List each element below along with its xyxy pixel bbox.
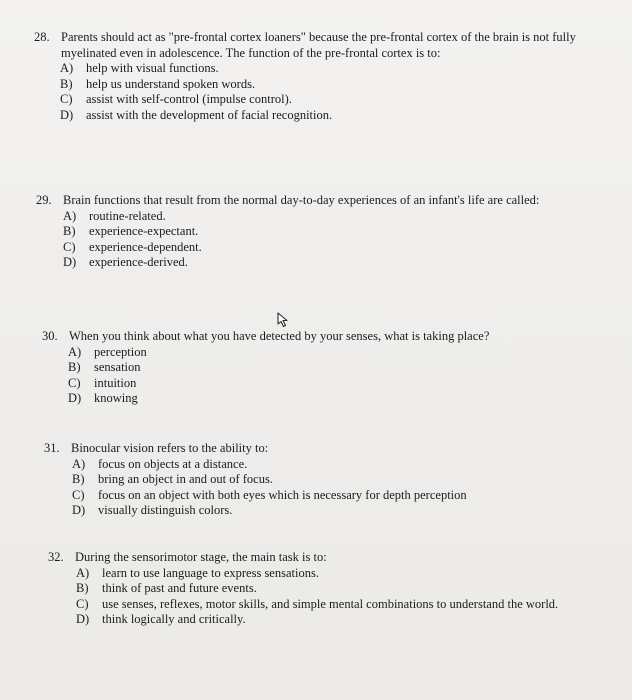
option-text: help us understand spoken words. xyxy=(86,76,256,91)
option-text: sensation xyxy=(94,360,141,374)
question-32 xyxy=(48,550,568,628)
question-stem xyxy=(36,193,591,209)
option-text: focus on objects at a distance. xyxy=(98,456,248,471)
answer-option-d[interactable] xyxy=(76,612,568,628)
question-text: When you think about what you have detected by your senses, what is taking place? xyxy=(69,329,490,343)
mouse-pointer-icon xyxy=(276,312,290,328)
option-text: think of past and future events. xyxy=(102,581,257,595)
option-label: B) xyxy=(76,581,89,595)
answer-option-b[interactable] xyxy=(63,224,591,240)
option-label: B) xyxy=(68,360,81,374)
question-stem xyxy=(42,329,597,345)
option-label: D) xyxy=(72,503,86,517)
answer-option-b[interactable] xyxy=(72,472,564,488)
answer-option-a[interactable] xyxy=(60,61,594,77)
question-text: Binocular vision refers to the ability to: xyxy=(71,441,269,455)
option-label: A) xyxy=(76,565,90,580)
option-label: A) xyxy=(68,344,82,359)
question-stem xyxy=(34,30,594,61)
option-text: experience-dependent. xyxy=(89,239,202,254)
option-label: A) xyxy=(72,456,86,471)
question-text: Parents should act as "pre-frontal cortex loaners" because the pre-frontal cortex of the brain is not fully myelinated even in adolescence. The function of the pre-frontal cortex is to: xyxy=(61,30,576,60)
option-label: D) xyxy=(60,107,74,122)
option-text: assist with the development of facial recognition. xyxy=(86,107,333,122)
option-text: intuition xyxy=(94,375,137,390)
option-label: D) xyxy=(68,391,82,405)
answer-option-c[interactable] xyxy=(72,488,564,504)
option-text: visually distinguish colors. xyxy=(98,503,233,517)
option-text: experience-derived. xyxy=(89,255,188,269)
answer-option-d[interactable] xyxy=(60,108,594,124)
question-number: 32. xyxy=(48,550,64,564)
option-text: learn to use language to express sensations. xyxy=(102,565,319,580)
answer-option-b[interactable] xyxy=(60,77,594,93)
option-label: C) xyxy=(76,596,89,611)
question-number: 30. xyxy=(42,329,58,343)
answer-option-d[interactable] xyxy=(68,391,597,407)
question-text: During the sensorimotor stage, the main task is to: xyxy=(75,550,327,564)
answer-options xyxy=(72,457,564,519)
answer-option-c[interactable] xyxy=(68,376,597,392)
question-29 xyxy=(36,193,591,271)
answer-option-c[interactable] xyxy=(60,92,594,108)
option-text: perception xyxy=(94,344,147,359)
answer-option-a[interactable] xyxy=(72,457,564,473)
question-number: 31. xyxy=(44,441,60,455)
option-text: focus on an object with both eyes which is necessary for depth perception xyxy=(98,487,467,502)
question-stem xyxy=(44,441,564,457)
question-text: Brain functions that result from the normal day-to-day experiences of an infant's life are called: xyxy=(63,193,540,207)
option-label: B) xyxy=(63,224,76,238)
option-text: experience-expectant. xyxy=(89,224,199,238)
option-label: C) xyxy=(60,92,73,106)
answer-options xyxy=(60,61,594,123)
option-label: D) xyxy=(76,612,90,626)
option-text: routine-related. xyxy=(89,208,166,223)
option-label: D) xyxy=(63,255,77,269)
question-30 xyxy=(42,329,597,407)
answer-option-b[interactable] xyxy=(68,360,597,376)
question-31 xyxy=(44,441,564,519)
answer-option-a[interactable] xyxy=(63,209,591,225)
option-text: bring an object in and out of focus. xyxy=(98,472,273,486)
answer-options xyxy=(63,209,591,271)
option-text: think logically and critically. xyxy=(102,612,246,626)
answer-option-d[interactable] xyxy=(63,255,591,271)
question-28 xyxy=(34,30,594,123)
answer-option-b[interactable] xyxy=(76,581,568,597)
answer-option-a[interactable] xyxy=(68,345,597,361)
option-label: C) xyxy=(68,375,81,390)
answer-option-a[interactable] xyxy=(76,566,568,582)
question-stem xyxy=(48,550,568,566)
option-label: B) xyxy=(60,76,73,91)
question-number: 29. xyxy=(36,193,52,207)
option-label: C) xyxy=(63,239,76,254)
answer-options xyxy=(68,345,597,407)
answer-options xyxy=(76,566,568,628)
option-label: A) xyxy=(63,208,77,223)
option-text: knowing xyxy=(94,391,138,405)
option-text: use senses, reflexes, motor skills, and simple mental combinations to understand the world. xyxy=(102,596,559,611)
answer-option-c[interactable] xyxy=(63,240,591,256)
question-number: 28. xyxy=(34,30,50,44)
answer-option-c[interactable] xyxy=(76,597,568,613)
option-label: A) xyxy=(60,61,74,75)
option-text: help with visual functions. xyxy=(86,61,219,75)
answer-option-d[interactable] xyxy=(72,503,564,519)
option-label: C) xyxy=(72,487,85,502)
option-text: assist with self-control (impulse control). xyxy=(86,92,292,106)
option-label: B) xyxy=(72,472,85,486)
